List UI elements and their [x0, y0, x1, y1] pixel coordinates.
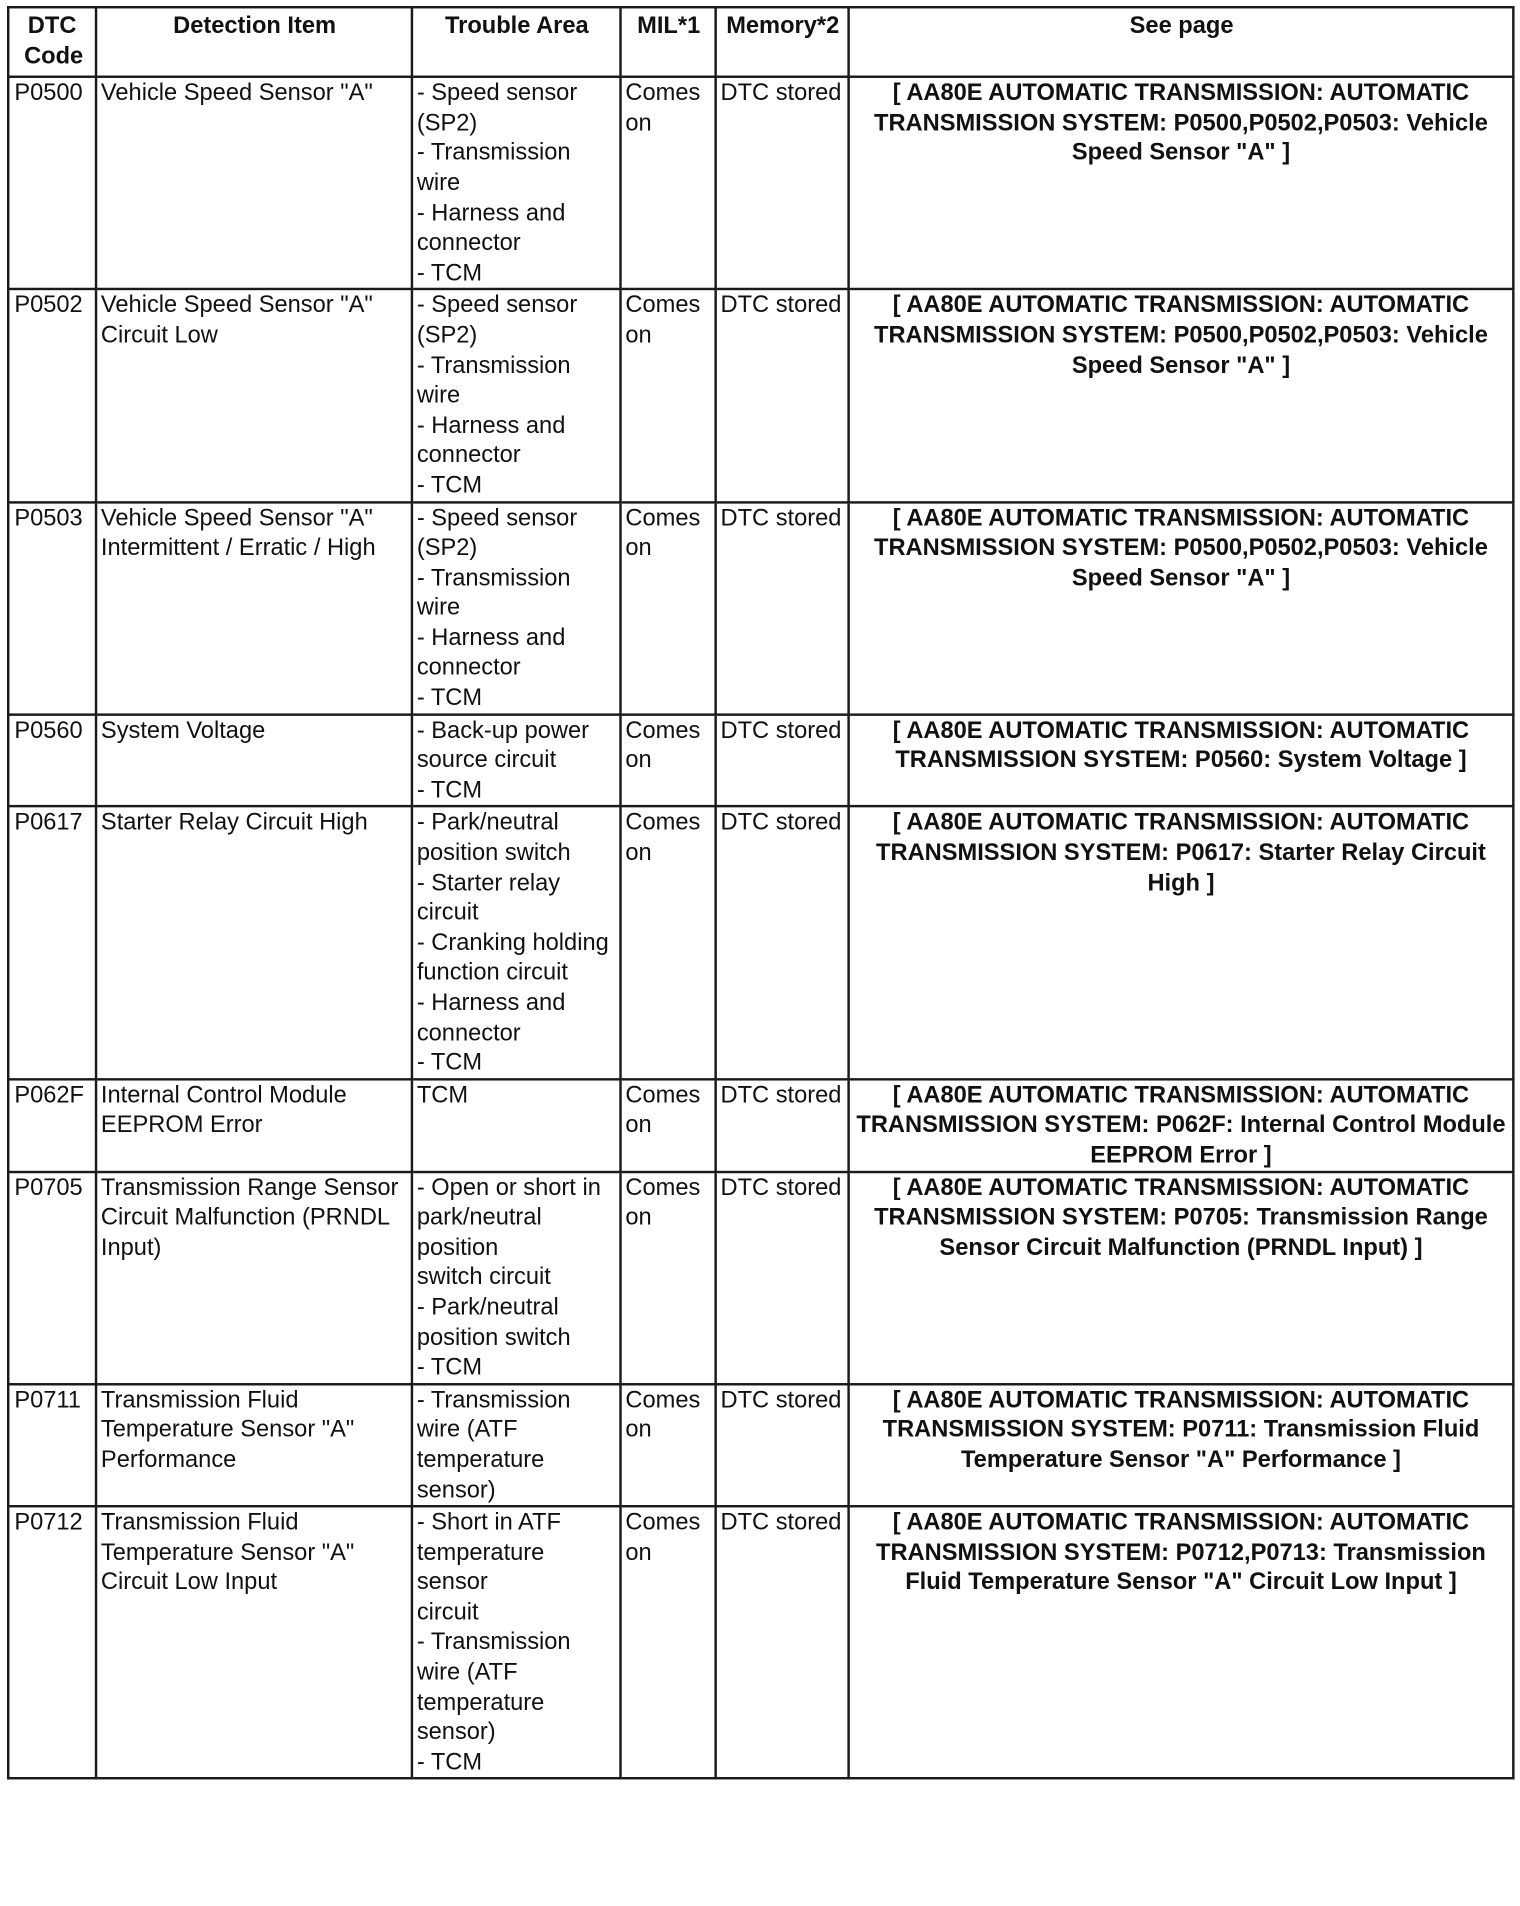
trouble-area-cell [412, 1506, 621, 1778]
trouble-area-line: - Open or short in park/neutral position [416, 1173, 601, 1261]
trouble-area-line: - Transmission wire (ATF temperature sensor) [416, 1386, 571, 1504]
trouble-area-line: - Harness and connector [416, 199, 566, 257]
detection-item-cell: Vehicle Speed Sensor "A" [96, 77, 412, 289]
see-page-link[interactable]: [ AA80E AUTOMATIC TRANSMISSION: AUTOMATIC TRANSMISSION SYSTEM: P0712,P0713: Transmission Fluid Temperature Sensor "A" Circuit Low Input ] [849, 1506, 1514, 1778]
dtc-code-cell: P0560 [8, 714, 96, 806]
trouble-area-line: - Speed sensor (SP2) [416, 291, 578, 349]
mil-cell: Comes on [621, 714, 716, 806]
header-mil: MIL*1 [621, 7, 716, 77]
header-memory: Memory*2 [716, 7, 849, 77]
table-row [8, 1171, 1513, 1383]
table-row [8, 1506, 1513, 1778]
trouble-area-cell [412, 714, 621, 806]
trouble-area-line: - Transmission wire [416, 564, 571, 622]
header-dtc-code: DTC Code [8, 7, 96, 77]
trouble-area-line: circuit [416, 1598, 479, 1626]
detection-item-cell: Vehicle Speed Sensor "A" Intermittent / Erratic / High [96, 502, 412, 714]
dtc-table-sheet [7, 6, 1515, 1780]
trouble-area-line: - Harness and connector [416, 989, 566, 1046]
see-page-link[interactable]: [ AA80E AUTOMATIC TRANSMISSION: AUTOMATIC TRANSMISSION SYSTEM: P0560: System Voltage ] [849, 714, 1514, 806]
trouble-area-line: - Transmission wire [416, 351, 571, 409]
trouble-area-line: - Speed sensor (SP2) [416, 79, 578, 137]
dtc-code-cell: P0500 [8, 77, 96, 289]
mil-cell: Comes on [621, 1384, 716, 1506]
trouble-area-line: - Speed sensor (SP2) [416, 504, 578, 562]
trouble-area-line: - Harness and connector [416, 624, 566, 682]
detection-item-cell: Vehicle Speed Sensor "A" Circuit Low [96, 289, 412, 501]
trouble-area-line: - Cranking holding function circuit [416, 929, 609, 986]
trouble-area-line: - Park/neutral position switch [416, 1293, 571, 1351]
see-page-link[interactable]: [ AA80E AUTOMATIC TRANSMISSION: AUTOMATIC TRANSMISSION SYSTEM: P0705: Transmission Range Sensor Circuit Malfunction (PRNDL Input) ] [849, 1171, 1514, 1383]
table-row [8, 807, 1513, 1079]
dtc-code-cell: P062F [8, 1079, 96, 1171]
dtc-code-cell: P0502 [8, 289, 96, 501]
dtc-code-cell: P0711 [8, 1384, 96, 1506]
table-row [8, 77, 1513, 289]
trouble-area-line: - Short in ATF temperature sensor [416, 1508, 561, 1596]
detection-item-cell: System Voltage [96, 714, 412, 806]
header-row [8, 7, 1513, 77]
see-page-link[interactable]: [ AA80E AUTOMATIC TRANSMISSION: AUTOMATIC TRANSMISSION SYSTEM: P0711: Transmission Fluid Temperature Sensor "A" Performance ] [849, 1384, 1514, 1506]
mil-cell: Comes on [621, 77, 716, 289]
trouble-area-line: - Transmission wire [416, 139, 571, 197]
table-row [8, 714, 1513, 806]
table-row [8, 1384, 1513, 1506]
memory-cell: DTC stored [716, 714, 849, 806]
mil-cell: Comes on [621, 502, 716, 714]
see-page-link[interactable]: [ AA80E AUTOMATIC TRANSMISSION: AUTOMATIC TRANSMISSION SYSTEM: P0617: Starter Relay Circuit High ] [849, 807, 1514, 1079]
mil-cell: Comes on [621, 1079, 716, 1171]
trouble-area-cell [412, 289, 621, 501]
trouble-area-cell [412, 502, 621, 714]
detection-item-cell: Internal Control Module EEPROM Error [96, 1079, 412, 1171]
table-row [8, 289, 1513, 501]
detection-item-cell: Transmission Range Sensor Circuit Malfunction (PRNDL Input) [96, 1171, 412, 1383]
see-page-link[interactable]: [ AA80E AUTOMATIC TRANSMISSION: AUTOMATIC TRANSMISSION SYSTEM: P0500,P0502,P0503: Vehicle Speed Sensor "A" ] [849, 77, 1514, 289]
trouble-area-line: - TCM [416, 1353, 483, 1381]
dtc-code-cell: P0617 [8, 807, 96, 1079]
mil-cell: Comes on [621, 1506, 716, 1778]
trouble-area-line: - TCM [416, 1748, 483, 1776]
trouble-area-line: - Transmission wire (ATF temperature sensor) [416, 1628, 571, 1746]
detection-item-cell: Transmission Fluid Temperature Sensor "A" Performance [96, 1384, 412, 1506]
trouble-area-line: TCM [416, 1081, 469, 1109]
trouble-area-cell [412, 1079, 621, 1171]
dtc-code-cell: P0705 [8, 1171, 96, 1383]
trouble-area-cell [412, 1384, 621, 1506]
mil-cell: Comes on [621, 289, 716, 501]
see-page-link[interactable]: [ AA80E AUTOMATIC TRANSMISSION: AUTOMATIC TRANSMISSION SYSTEM: P0500,P0502,P0503: Vehicle Speed Sensor "A" ] [849, 502, 1514, 714]
trouble-area-line: - TCM [416, 259, 483, 287]
memory-cell: DTC stored [716, 1079, 849, 1171]
memory-cell: DTC stored [716, 502, 849, 714]
trouble-area-line: - Harness and connector [416, 411, 566, 469]
trouble-area-line: - Park/neutral position switch [416, 809, 571, 866]
trouble-area-cell [412, 77, 621, 289]
header-detection-item: Detection Item [96, 7, 412, 77]
memory-cell: DTC stored [716, 1506, 849, 1778]
trouble-area-line: - TCM [416, 1049, 483, 1076]
header-trouble-area: Trouble Area [412, 7, 621, 77]
memory-cell: DTC stored [716, 1171, 849, 1383]
trouble-area-line: - TCM [416, 684, 483, 712]
see-page-link[interactable]: [ AA80E AUTOMATIC TRANSMISSION: AUTOMATIC TRANSMISSION SYSTEM: P0500,P0502,P0503: Vehicle Speed Sensor "A" ] [849, 289, 1514, 501]
dtc-table [7, 6, 1515, 1780]
table-row [8, 502, 1513, 714]
memory-cell: DTC stored [716, 77, 849, 289]
trouble-area-line: - Starter relay circuit [416, 869, 561, 926]
detection-item-cell: Transmission Fluid Temperature Sensor "A" Circuit Low Input [96, 1506, 412, 1778]
memory-cell: DTC stored [716, 1384, 849, 1506]
detection-item-cell: Starter Relay Circuit High [96, 807, 412, 1079]
memory-cell: DTC stored [716, 289, 849, 501]
trouble-area-line: - Back-up power source circuit [416, 716, 590, 774]
memory-cell: DTC stored [716, 807, 849, 1079]
dtc-code-cell: P0712 [8, 1506, 96, 1778]
trouble-area-line: - TCM [416, 776, 483, 804]
header-see-page: See page [849, 7, 1514, 77]
trouble-area-line: - TCM [416, 471, 483, 499]
table-row [8, 1079, 1513, 1171]
mil-cell: Comes on [621, 807, 716, 1079]
trouble-area-cell [412, 807, 621, 1079]
mil-cell: Comes on [621, 1171, 716, 1383]
dtc-code-cell: P0503 [8, 502, 96, 714]
see-page-link[interactable]: [ AA80E AUTOMATIC TRANSMISSION: AUTOMATIC TRANSMISSION SYSTEM: P062F: Internal Control Module EEPROM Error ] [849, 1079, 1514, 1171]
trouble-area-line: switch circuit [416, 1263, 551, 1291]
trouble-area-cell [412, 1171, 621, 1383]
